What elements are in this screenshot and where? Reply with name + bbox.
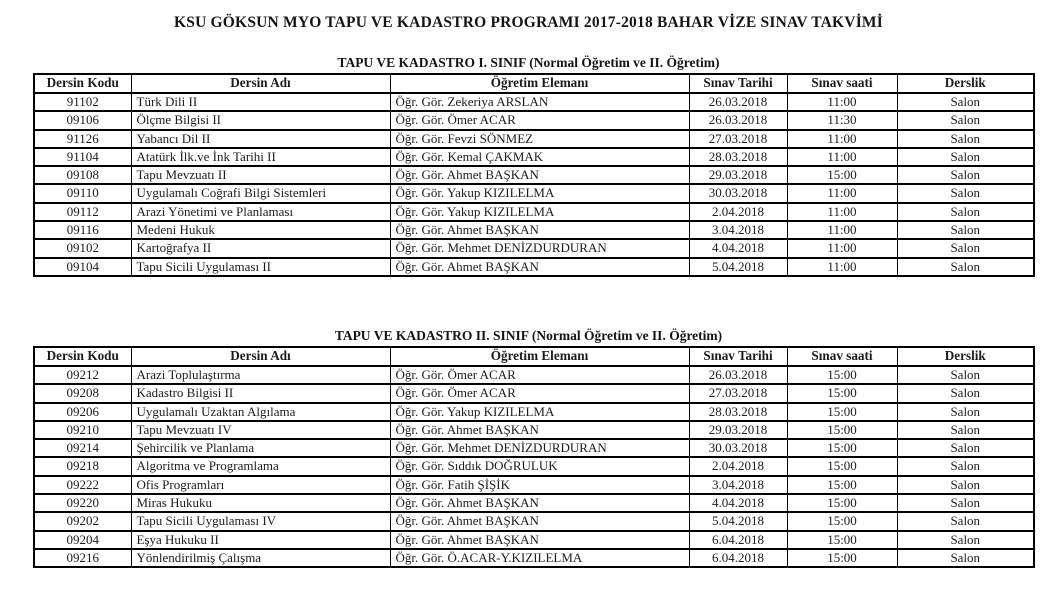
table-cell: 15:00 [787, 166, 897, 184]
table-cell: Öğr. Gör. Ömer ACAR [390, 384, 689, 402]
table-cell: 15:00 [787, 512, 897, 530]
table-cell: Öğr. Gör. Mehmet DENİZDURDURAN [390, 239, 689, 257]
table-cell: 2.04.2018 [689, 203, 787, 221]
table-row [34, 184, 1034, 202]
table-cell: 09208 [34, 384, 131, 402]
table-cell: 09212 [34, 366, 131, 384]
table-2-caption: TAPU VE KADASTRO II. SINIF (Normal Öğretim ve II. Öğretim) [334, 327, 723, 343]
table-cell: Salon [897, 166, 1034, 184]
table-cell: 5.04.2018 [689, 512, 787, 530]
table-cell: Salon [897, 384, 1034, 402]
column-header-derslik: Derslik [897, 74, 1034, 93]
table-cell: Algoritma ve Programlama [131, 457, 390, 475]
table-cell: 09220 [34, 494, 131, 512]
table-cell: Öğr. Gör. Ahmet BAŞKAN [390, 531, 689, 549]
table-cell: Öğr. Gör. Kemal ÇAKMAK [390, 148, 689, 166]
table-cell: Uygulamalı Coğrafi Bilgi Sistemleri [131, 184, 390, 202]
table-cell: 26.03.2018 [689, 366, 787, 384]
table-cell: 09206 [34, 403, 131, 421]
column-header-ogretim-elemani: Öğretim Elemanı [390, 74, 689, 93]
table-cell: 11:30 [787, 111, 897, 129]
table-cell: Tapu Sicili Uygulaması II [131, 258, 390, 276]
table-cell: 27.03.2018 [689, 384, 787, 402]
table-cell: 6.04.2018 [689, 531, 787, 549]
column-header-sinav-tarihi: Sınav Tarihi [689, 347, 787, 366]
table-cell: Öğr. Gör. Sıddık DOĞRULUK [390, 457, 689, 475]
table-cell: 11:00 [787, 93, 897, 111]
table-cell: Öğr. Gör. Ahmet BAŞKAN [390, 512, 689, 530]
table-row [34, 221, 1034, 239]
table-cell: Kadastro Bilgisi II [131, 384, 390, 402]
table-cell: Yabancı Dil II [131, 130, 390, 148]
column-header-derslik: Derslik [897, 347, 1034, 366]
table-header-row [34, 347, 1034, 366]
table-cell: Salon [897, 258, 1034, 276]
table-row [34, 512, 1034, 530]
table-cell: Salon [897, 366, 1034, 384]
table-cell: 30.03.2018 [689, 439, 787, 457]
table-cell: 91126 [34, 130, 131, 148]
table-row [34, 403, 1034, 421]
table-row [34, 549, 1034, 567]
table-cell: Salon [897, 93, 1034, 111]
table-cell: 11:00 [787, 130, 897, 148]
table-cell: 27.03.2018 [689, 130, 787, 148]
table-cell: Yönlendirilmiş Çalışma [131, 549, 390, 567]
table-cell: 09204 [34, 531, 131, 549]
table-cell: Salon [897, 494, 1034, 512]
column-header-ogretim-elemani: Öğretim Elemanı [390, 347, 689, 366]
table-row [34, 476, 1034, 494]
table-cell: 11:00 [787, 184, 897, 202]
table-cell: 11:00 [787, 258, 897, 276]
table-cell: 3.04.2018 [689, 476, 787, 494]
table-row [34, 93, 1034, 111]
table-cell: Ölçme Bilgisi II [131, 111, 390, 129]
table-cell: Öğr. Gör. Ö.ACAR-Y.KIZILELMA [390, 549, 689, 567]
column-header-sinav-saati: Sınav saati [787, 347, 897, 366]
table-cell: Salon [897, 439, 1034, 457]
table-cell: Öğr. Gör. Zekeriya ARSLAN [390, 93, 689, 111]
table-row [34, 421, 1034, 439]
table-header-row [34, 74, 1034, 93]
table-row [34, 203, 1034, 221]
table-cell: 15:00 [787, 494, 897, 512]
table-cell: 91104 [34, 148, 131, 166]
table-cell: 4.04.2018 [689, 494, 787, 512]
table-row [34, 494, 1034, 512]
table-1-caption: TAPU VE KADASTRO I. SINIF (Normal Öğretim ve II. Öğretim) [337, 55, 720, 70]
table-cell: 15:00 [787, 366, 897, 384]
table-cell: Öğr. Gör. Yakup KIZILELMA [390, 403, 689, 421]
table-cell: Şehircilik ve Planlama [131, 439, 390, 457]
column-header-sinav-saati: Sınav saati [787, 74, 897, 93]
column-header-sinav-tarihi: Sınav Tarihi [689, 74, 787, 93]
table-cell: Eşya Hukuku II [131, 531, 390, 549]
table-cell: 09110 [34, 184, 131, 202]
table-cell: 09222 [34, 476, 131, 494]
table-cell: 09102 [34, 239, 131, 257]
table-cell: Öğr. Gör. Ahmet BAŞKAN [390, 258, 689, 276]
table-cell: 11:00 [787, 148, 897, 166]
table-cell: Salon [897, 531, 1034, 549]
table-cell: 15:00 [787, 531, 897, 549]
table-cell: 15:00 [787, 421, 897, 439]
table-cell: 09218 [34, 457, 131, 475]
table-cell: 6.04.2018 [689, 549, 787, 567]
table-cell: 11:00 [787, 221, 897, 239]
table-cell: Öğr. Gör. Ömer ACAR [390, 366, 689, 384]
page-title: KSU GÖKSUN MYO TAPU VE KADASTRO PROGRAMI 2017-2018 BAHAR VİZE SINAV TAKVİMİ [174, 14, 883, 31]
table-row [34, 130, 1034, 148]
table-cell: Öğr. Gör. Fatih ŞİŞİK [390, 476, 689, 494]
table-cell: Salon [897, 111, 1034, 129]
table-cell: 15:00 [787, 549, 897, 567]
table-cell: 09210 [34, 421, 131, 439]
table-cell: 3.04.2018 [689, 221, 787, 239]
table-row [34, 258, 1034, 276]
table-cell: 28.03.2018 [689, 403, 787, 421]
table-cell: Salon [897, 203, 1034, 221]
table-cell: 28.03.2018 [689, 148, 787, 166]
table-cell: Arazi Yönetimi ve Planlaması [131, 203, 390, 221]
table-cell: Öğr. Gör. Fevzi SÖNMEZ [390, 130, 689, 148]
table-cell: 15:00 [787, 403, 897, 421]
table-cell: 09116 [34, 221, 131, 239]
table-cell: Tapu Mevzuatı IV [131, 421, 390, 439]
table-cell: Salon [897, 148, 1034, 166]
table-cell: Medeni Hukuk [131, 221, 390, 239]
table-row [34, 166, 1034, 184]
table-cell: Öğr. Gör. Ahmet BAŞKAN [390, 494, 689, 512]
table-cell: 15:00 [787, 476, 897, 494]
table-cell: 26.03.2018 [689, 93, 787, 111]
column-header-dersin-adi: Dersin Adı [131, 347, 390, 366]
table-cell: 26.03.2018 [689, 111, 787, 129]
table-cell: Salon [897, 476, 1034, 494]
table-cell: Salon [897, 549, 1034, 567]
table-row [34, 384, 1034, 402]
table-cell: 09202 [34, 512, 131, 530]
exam-table-2 [33, 346, 1035, 568]
table-cell: Öğr. Gör. Ahmet BAŞKAN [390, 221, 689, 239]
table-cell: Atatürk İlk.ve İnk Tarihi II [131, 148, 390, 166]
table-cell: 09104 [34, 258, 131, 276]
table-cell: 91102 [34, 93, 131, 111]
table-cell: 29.03.2018 [689, 421, 787, 439]
table-cell: Salon [897, 239, 1034, 257]
table-row [34, 366, 1034, 384]
table-cell: 5.04.2018 [689, 258, 787, 276]
table-cell: 11:00 [787, 239, 897, 257]
table-cell: Salon [897, 130, 1034, 148]
table-cell: Öğr. Gör. Mehmet DENİZDURDURAN [390, 439, 689, 457]
table-cell: Salon [897, 512, 1034, 530]
table-cell: 09216 [34, 549, 131, 567]
table-cell: Türk Dili II [131, 93, 390, 111]
table-cell: Salon [897, 421, 1034, 439]
table-cell: Öğr. Gör. Ahmet BAŞKAN [390, 166, 689, 184]
column-header-dersin-adi: Dersin Adı [131, 74, 390, 93]
table-row [34, 457, 1034, 475]
table-cell: Öğr. Gör. Yakup KIZILELMA [390, 184, 689, 202]
table-cell: 09108 [34, 166, 131, 184]
table-cell: 11:00 [787, 203, 897, 221]
table-cell: Tapu Sicili Uygulaması IV [131, 512, 390, 530]
table-cell: Uygulamalı Uzaktan Algılama [131, 403, 390, 421]
table-cell: Tapu Mevzuatı II [131, 166, 390, 184]
table-row [34, 439, 1034, 457]
table-cell: 2.04.2018 [689, 457, 787, 475]
table-cell: 29.03.2018 [689, 166, 787, 184]
table-cell: Öğr. Gör. Ömer ACAR [390, 111, 689, 129]
table-cell: 09112 [34, 203, 131, 221]
table-cell: Salon [897, 403, 1034, 421]
table-row [34, 111, 1034, 129]
column-header-dersin-kodu: Dersin Kodu [34, 74, 131, 93]
table-cell: Salon [897, 221, 1034, 239]
table-cell: Öğr. Gör. Ahmet BAŞKAN [390, 421, 689, 439]
table-cell: 15:00 [787, 384, 897, 402]
table-cell: 09214 [34, 439, 131, 457]
table-cell: Kartoğrafya II [131, 239, 390, 257]
table-row [34, 239, 1034, 257]
table-cell: 30.03.2018 [689, 184, 787, 202]
table-row [34, 531, 1034, 549]
table-row [34, 148, 1034, 166]
table-cell: Ofis Programları [131, 476, 390, 494]
table-cell: Arazi Toplulaştırma [131, 366, 390, 384]
table-cell: 09106 [34, 111, 131, 129]
table-cell: Salon [897, 184, 1034, 202]
table-cell: 15:00 [787, 439, 897, 457]
table-cell: 15:00 [787, 457, 897, 475]
table-cell: Salon [897, 457, 1034, 475]
table-cell: 4.04.2018 [689, 239, 787, 257]
exam-table-1 [33, 73, 1035, 277]
column-header-dersin-kodu: Dersin Kodu [34, 347, 131, 366]
table-cell: Öğr. Gör. Yakup KIZILELMA [390, 203, 689, 221]
table-cell: Miras Hukuku [131, 494, 390, 512]
